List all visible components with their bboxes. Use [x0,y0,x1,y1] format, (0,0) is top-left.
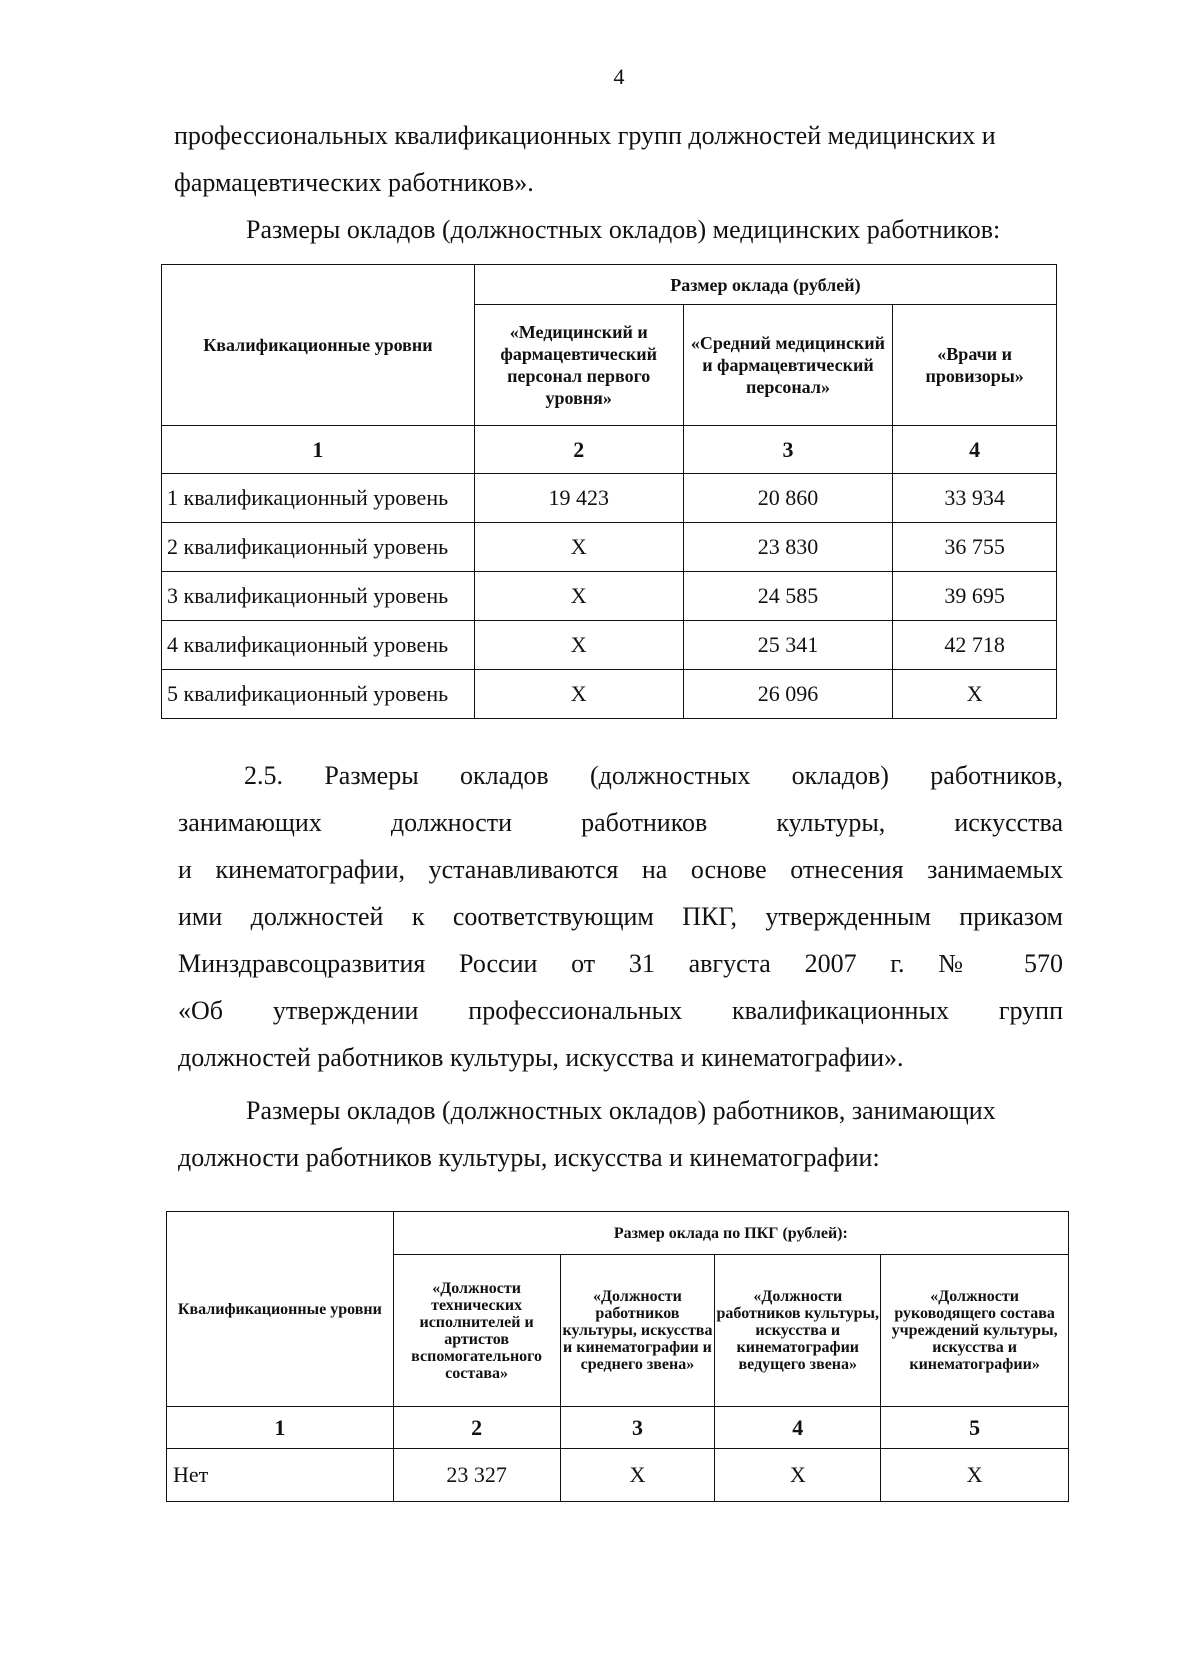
table-row [162,670,1057,719]
col-number: 3 [683,426,893,474]
level-cell: Нет [167,1449,394,1502]
col-number: 1 [167,1407,394,1449]
header-leading-culture-staff: «Должности работников культуры, искусства и кинематографии ведущего звена» [715,1255,881,1407]
level-cell: 5 квалификационный уровень [162,670,475,719]
table-row [162,621,1057,670]
culture-salary-table [166,1211,1069,1502]
value-cell: X [560,1449,715,1502]
value-cell: 23 327 [393,1449,560,1502]
value-cell: 42 718 [893,621,1057,670]
table2-caption-line-1: Размеры окладов (должностных окладов) работников, занимающих [246,1096,996,1125]
col-number: 5 [881,1407,1069,1449]
header-middle-culture-staff: «Должности работников культуры, искусства и кинематографии и среднего звена» [560,1255,715,1407]
level-cell: 1 квалификационный уровень [162,474,475,523]
value-cell: X [715,1449,881,1502]
header-management-staff: «Должности руководящего состава учреждений культуры, искусства и кинематографии» [881,1255,1069,1407]
value-cell: 19 423 [474,474,683,523]
section-2-5-line-7: должностей работников культуры, искусства и кинематографии». [178,1043,904,1072]
col-number: 2 [393,1407,560,1449]
col-number: 4 [715,1407,881,1449]
table1-caption: Размеры окладов (должностных окладов) медицинских работников: [246,215,1001,244]
level-cell: 2 квалификационный уровень [162,523,475,572]
header-salary-size-pkg: Размер оклада по ПКГ (рублей): [393,1212,1068,1255]
value-cell: 24 585 [683,572,893,621]
table-row [162,523,1057,572]
header-first-level-staff: «Медицинский и фармацевтический персонал первого уровня» [474,305,683,426]
section-2-5-line-2: занимающих должности работников культуры, искусства [178,808,1063,837]
value-cell: 33 934 [893,474,1057,523]
header-qualification-levels: Квалификационные уровни [167,1212,394,1407]
page-number: 4 [613,64,625,89]
section-2-5-line-5: Минздравсоцразвития России от 31 августа 2007 г. № 570 [178,949,1063,978]
section-2-5-line-1: 2.5. Размеры окладов (должностных окладов) работников, [244,761,1063,790]
value-cell: X [474,670,683,719]
header-technical-staff: «Должности технических исполнителей и артистов вспомогательного состава» [393,1255,560,1407]
section-2-5-line-3: и кинематографии, устанавливаются на основе отнесения занимаемых [178,855,1063,884]
col-number: 2 [474,426,683,474]
value-cell: 23 830 [683,523,893,572]
value-cell: 26 096 [683,670,893,719]
section-2-5-line-4: ими должностей к соответствующим ПКГ, утвержденным приказом [178,902,1063,931]
header-doctors: «Врачи и провизоры» [893,305,1057,426]
value-cell: 36 755 [893,523,1057,572]
value-cell: 20 860 [683,474,893,523]
level-cell: 3 квалификационный уровень [162,572,475,621]
value-cell: X [881,1449,1069,1502]
section-2-5-line-6: «Об утверждении профессиональных квалификационных групп [178,996,1063,1025]
value-cell: X [474,621,683,670]
table2-caption-line-2: должности работников культуры, искусства и кинематографии: [178,1143,880,1172]
intro-line-2: фармацевтических работников». [174,168,534,197]
medical-salary-table [161,264,1057,719]
table-row [167,1449,1069,1502]
header-middle-staff: «Средний медицинский и фармацевтический персонал» [683,305,893,426]
value-cell: X [893,670,1057,719]
intro-line-1: профессиональных квалификационных групп должностей медицинских и [174,121,996,150]
header-qualification-levels: Квалификационные уровни [162,265,475,426]
value-cell: 25 341 [683,621,893,670]
table-row [162,474,1057,523]
value-cell: X [474,572,683,621]
table-row [162,572,1057,621]
value-cell: X [474,523,683,572]
col-number: 4 [893,426,1057,474]
col-number: 3 [560,1407,715,1449]
value-cell: 39 695 [893,572,1057,621]
level-cell: 4 квалификационный уровень [162,621,475,670]
header-salary-size: Размер оклада (рублей) [474,265,1056,305]
col-number: 1 [162,426,475,474]
